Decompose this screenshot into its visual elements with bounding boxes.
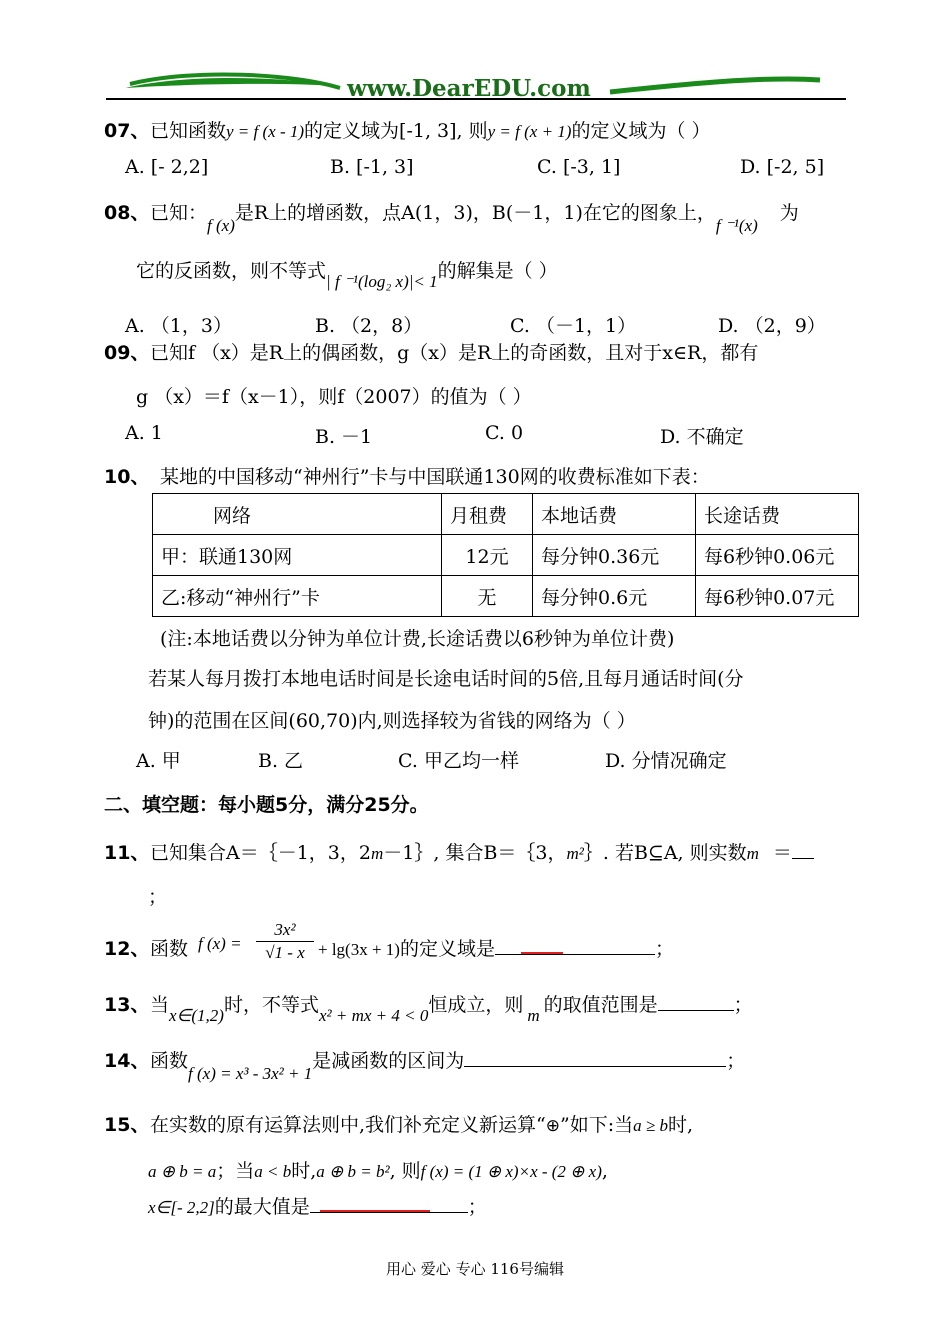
table-cell: 每分钟0.36元 [533,535,696,576]
q15-line2: a ⊕ b = a；当a < b时,a ⊕ b = b², 则f (x) = (1 ⊕ x)×x - (2 ⊕ x), [148,1160,608,1182]
q12-blank-accent [521,952,563,954]
q15-blank-accent [320,1210,430,1212]
q11-line2: ； [148,886,168,908]
q10-line2: 钟)的范围在区间(60,70)内,则选择较为省钱的网络为（ ） [148,710,636,732]
q12-rest: + lg(3x + 1)的定义域是 ； [318,938,675,960]
fee-table-header-row [153,494,859,535]
q13-number: 13、 [104,994,150,1016]
q12-denominator: √1 - x [265,943,305,962]
q14-stem: 函数f (x) = x³ - 3x² + 1是减函数的区间为 ； [150,1050,746,1083]
q07-option-b: B. [-1, 3] [330,156,414,178]
q11-number: 11、 [104,842,150,864]
fee-table [152,493,859,617]
q08-option-a: A. （1，3） [125,315,232,337]
table-row [153,535,859,576]
q08-option-d: D. （2，9） [718,315,826,337]
q10-option-d: D. 分情况确定 [605,750,727,772]
q12-numerator: 3x² [274,920,296,939]
q09-option-b: B. －1 [315,426,373,448]
q07-option-d: D. [-2, 5] [740,156,825,178]
q08-stem: 已知：f (x)是R上的增函数，点A(1，3)，B(－1，1)在它的图象上，f ⁻¹(x)为 [150,202,799,235]
header-banner [125,70,825,106]
q11-stem: 已知集合A＝｛－1，3，2m－1｝, 集合B＝｛3，m²｝. 若B⊆A, 则实数m ＝ [150,838,814,865]
q08-option-c: C. （－1，1） [510,315,637,337]
q09-option-a: A. 1 [125,422,163,444]
table-header-monthly-fee: 月租费 [442,494,533,535]
q12-stem-a: 函数 [150,938,189,960]
table-cell: 乙:移动“神州行”卡 [153,576,442,617]
table-cell: 每6秒钟0.06元 [696,535,859,576]
q10-line1: 若某人每月拨打本地电话时间是长途电话时间的5倍,且每月通话时间(分 [148,668,744,690]
page-footer: 用心 爱心 专心 116号编辑 [386,1260,564,1278]
q13-stem: 当x∈(1,2)时，不等式x² + mx + 4 < 0恒成立，则 m 的取值范围是 ； [150,994,753,1025]
table-header-long-distance-fee: 长途话费 [696,494,859,535]
q08-option-b: B. （2，8） [315,315,423,337]
q07-option-c: C. [-3, 1] [537,156,621,178]
q10-note: (注:本地话费以分钟为单位计费,长途话费以6秒钟为单位计费) [160,628,675,650]
table-cell: 每6秒钟0.07元 [696,576,859,617]
section-2-title: 二、填空题：每小题5分，满分25分。 [104,794,429,816]
table-cell: 12元 [442,535,533,576]
q12-fraction-bar [256,941,314,942]
q08-line2: 它的反函数，则不等式| f ⁻¹(log₂ x)|< 1的解集是（ ） [136,260,558,291]
q09-stem: 已知f （x）是R上的偶函数，g（x）是R上的奇函数，且对于x∈R，都有 [150,342,759,364]
q09-line2: g （x）＝f（x－1），则f（2007）的值为（ ） [136,386,532,408]
q12-fraction [256,920,314,963]
q13-answer-blank[interactable] [658,1009,734,1011]
banner-swoosh-right [610,79,820,92]
q10-stem: 某地的中国移动“神州行”卡与中国联通130网的收费标准如下表： [160,466,710,488]
q15-line3: x∈[- 2,2]的最大值是 ； [148,1196,487,1218]
q10-number: 10、 [104,466,150,488]
oplus-symbol: ⊕ [545,1116,561,1135]
table-cell: 每分钟0.6元 [533,576,696,617]
q15-number: 15、 [104,1114,150,1136]
q12-number: 12、 [104,938,150,960]
q14-number: 14、 [104,1050,150,1072]
q11-answer-blank[interactable] [792,857,814,859]
q07-stem: 已知函数y = f (x - 1)的定义域为[-1, 3], 则y = f (x + 1)的定义域为（ ） [150,120,711,142]
q07-option-a: A. [- 2,2] [125,156,209,178]
table-header-network: 网络 [153,494,442,535]
q14-answer-blank[interactable] [464,1065,726,1067]
q08-number: 08、 [104,202,150,224]
table-header-local-fee: 本地话费 [533,494,696,535]
table-cell: 甲：联通130网 [153,535,442,576]
banner-site-text: www.DearEDU.com [347,75,591,102]
q07-number: 07、 [104,120,150,142]
q12-answer-blank[interactable] [495,953,655,955]
table-cell: 无 [442,576,533,617]
q10-option-a: A. 甲 [136,750,181,772]
q09-number: 09、 [104,342,150,364]
q15-answer-blank[interactable] [310,1211,468,1213]
table-row [153,576,859,617]
q15-line1: 在实数的原有运算法则中,我们补充定义新运算“⊕”如下:当a ≥ b时, [150,1114,694,1136]
q09-option-c: C. 0 [485,422,524,444]
q09-option-d: D. 不确定 [660,426,744,448]
q12-fx: f (x) = [198,934,242,953]
q10-option-b: B. 乙 [258,750,304,772]
q10-option-c: C. 甲乙均一样 [398,750,519,772]
header-rule [106,98,846,100]
